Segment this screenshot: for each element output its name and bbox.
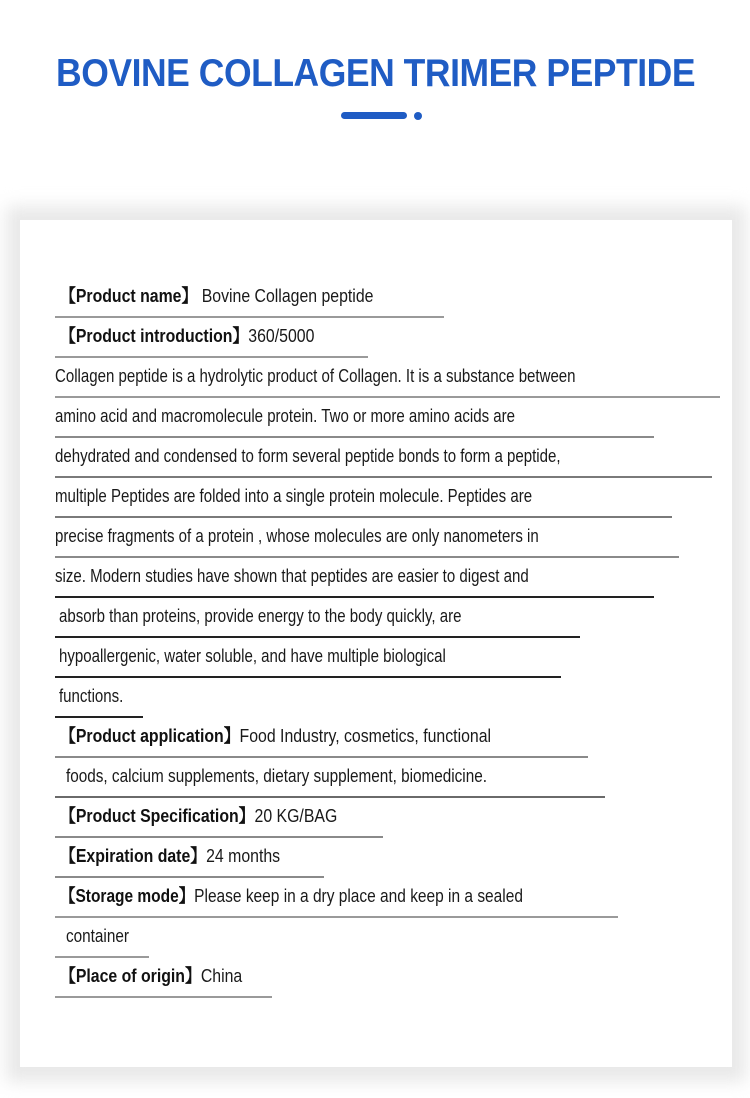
info-row-value: absorb than proteins, provide energy to the body quickly, are: [59, 606, 462, 626]
info-row-value: container: [66, 926, 129, 946]
info-row-value: Please keep in a dry place and keep in a sealed: [194, 886, 523, 906]
info-row-value: foods, calcium supplements, dietary supplement, biomedicine.: [66, 766, 487, 786]
row-underline: [55, 356, 368, 358]
info-row-value: Food Industry, cosmetics, functional: [239, 726, 492, 746]
info-row-text: [59, 679, 123, 713]
info-row-text: [60, 279, 373, 313]
info-row: [55, 799, 383, 839]
info-row-text: [55, 559, 529, 593]
info-row-label: 【Storage mode】: [60, 886, 195, 906]
info-row-value: Collagen peptide is a hydrolytic product of Collagen. It is a substance between: [55, 366, 576, 386]
info-row-label: 【Product name】: [60, 286, 198, 306]
row-underline: [55, 916, 618, 918]
info-row: [55, 479, 672, 519]
info-row-text: [55, 439, 561, 473]
row-underline: [55, 676, 561, 678]
info-row-value: 24 months: [206, 846, 281, 866]
info-row-label: 【Product Specification】: [60, 806, 255, 826]
info-row-text: [55, 399, 515, 433]
info-row-value: hypoallergenic, water soluble, and have multiple biological: [59, 646, 446, 666]
info-row: [55, 519, 679, 559]
row-underline: [55, 316, 444, 318]
info-row-label: 【Place of origin】: [60, 966, 201, 986]
info-row: [55, 839, 324, 879]
row-underline: [55, 716, 143, 718]
page-title: BOVINE COLLAGEN TRIMER PEPTIDE: [56, 52, 696, 95]
info-row-value: China: [200, 966, 243, 986]
info-row-text: [60, 959, 242, 993]
info-row-text: [60, 799, 337, 833]
info-row: [55, 599, 580, 639]
info-row-value: amino acid and macromolecule protein. Two or more amino acids are: [55, 406, 516, 426]
info-row-text: [59, 599, 461, 633]
info-row: [55, 679, 143, 719]
row-underline: [55, 476, 712, 478]
info-row-text: [60, 839, 280, 873]
product-info-card: [20, 220, 732, 1067]
row-underline: [55, 596, 654, 598]
info-row-text: [60, 719, 491, 753]
info-row: [55, 559, 654, 599]
info-row-text: [60, 879, 523, 913]
title-divider-dot: [414, 112, 422, 120]
info-row-value: dehydrated and condensed to form several peptide bonds to form a peptide,: [55, 446, 561, 466]
row-underline: [55, 756, 588, 758]
info-row: [55, 719, 588, 759]
row-underline: [55, 796, 605, 798]
row-underline: [55, 876, 324, 878]
info-row: [55, 399, 654, 439]
info-row-label: 【Product application】: [60, 726, 240, 746]
info-row: [55, 279, 444, 319]
info-row-text: [59, 639, 446, 673]
info-row-value: multiple Peptides are folded into a single protein molecule. Peptides are: [55, 486, 533, 506]
info-row-text: [55, 479, 532, 513]
info-row: [55, 639, 561, 679]
row-underline: [55, 436, 654, 438]
info-row: [55, 439, 712, 479]
info-row-value: size. Modern studies have shown that peptides are easier to digest and: [55, 566, 529, 586]
row-underline: [55, 396, 720, 398]
info-row-value: 20 KG/BAG: [254, 806, 338, 826]
info-row-text: [66, 759, 487, 793]
info-row: [55, 759, 605, 799]
info-row-text: [66, 919, 129, 953]
info-row-text: [55, 519, 539, 553]
info-row-text: [60, 319, 314, 353]
info-row-label: 【Expiration date】: [60, 846, 207, 866]
info-row: [55, 919, 149, 959]
info-row: [55, 879, 618, 919]
info-row: [55, 319, 368, 359]
row-underline: [55, 996, 272, 998]
row-underline: [55, 956, 149, 958]
info-row-value: 360/5000: [248, 326, 315, 346]
row-underline: [55, 556, 679, 558]
row-underline: [55, 836, 383, 838]
info-row-text: [55, 359, 576, 393]
info-row-value: functions.: [59, 686, 124, 706]
info-row: [55, 959, 272, 999]
row-underline: [55, 636, 580, 638]
info-row-value: Bovine Collagen peptide: [197, 286, 374, 306]
title-divider-bar: [341, 112, 407, 119]
info-row-label: 【Product introduction】: [60, 326, 249, 346]
info-row-value: precise fragments of a protein , whose molecules are only nanometers in: [55, 526, 539, 546]
row-underline: [55, 516, 672, 518]
info-row: [55, 359, 720, 399]
